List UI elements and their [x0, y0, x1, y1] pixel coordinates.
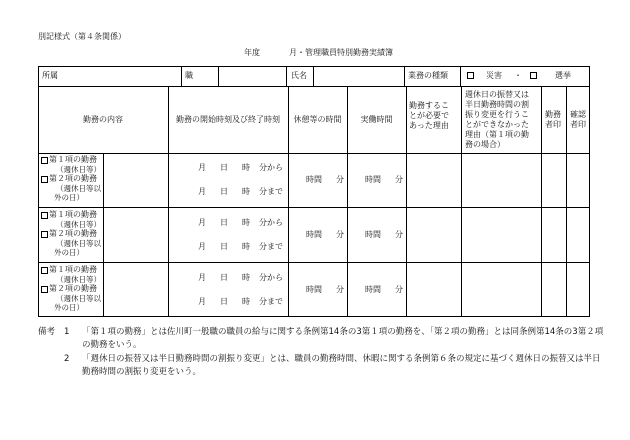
type2-sub1: （週休日等以 — [56, 239, 101, 248]
end-hour: 時 — [242, 187, 250, 196]
actual-minutes: 分 — [395, 230, 403, 239]
election-checkbox[interactable] — [530, 72, 537, 79]
start-month: 月 — [198, 273, 206, 282]
option-separator: ・ — [514, 71, 522, 80]
start-day: 日 — [220, 218, 228, 227]
type1-checkbox[interactable] — [41, 212, 48, 219]
rest-minutes: 分 — [336, 230, 344, 239]
start-month: 月 — [198, 218, 206, 227]
notes-label: 備考 — [38, 327, 56, 337]
end-minute: 分まで — [259, 297, 283, 306]
end-hour: 時 — [242, 242, 250, 251]
end-minute: 分まで — [259, 187, 283, 196]
end-minute: 分まで — [259, 242, 283, 251]
actual-hours: 時間 — [365, 285, 381, 294]
type2-sub2: 外の日） — [54, 248, 84, 257]
type2-label: 第２項の勤務 — [49, 229, 97, 238]
col-worker-seal: 勤務 者印 — [545, 110, 561, 129]
actual-hours: 時間 — [365, 230, 381, 239]
col-reason: 勤務するこ とが必要で あった理由 — [409, 101, 449, 130]
col-holiday-reason: 週休日の振替又は 半日勤務時間の割 振り変更を行うこ とができなかった 理由（第１項の勤 務の場合） — [465, 90, 529, 149]
actual-hours: 時間 — [365, 175, 381, 184]
start-hour: 時 — [242, 163, 250, 172]
end-day: 日 — [220, 242, 228, 251]
rest-hours: 時間 — [306, 230, 322, 239]
type2-label: 第２項の勤務 — [49, 284, 97, 293]
start-hour: 時 — [242, 273, 250, 282]
position-label: 職 — [185, 71, 193, 80]
type1-label: 第１項の勤務 — [49, 210, 97, 219]
disaster-option: 災害 — [486, 71, 502, 80]
actual-minutes: 分 — [395, 285, 403, 294]
name-label: 氏名 — [291, 71, 307, 80]
col-rest-time: 休憩等の時間 — [293, 115, 342, 124]
affiliation-label: 所属 — [42, 71, 58, 80]
start-minute: 分から — [259, 163, 283, 172]
actual-minutes: 分 — [395, 175, 403, 184]
start-minute: 分から — [259, 218, 283, 227]
end-day: 日 — [220, 187, 228, 196]
note-2-line2: 勤務時間の割振り変更をいう。 — [82, 367, 202, 377]
work-type-label: 業務の種類 — [408, 71, 448, 80]
election-option: 選挙 — [555, 71, 571, 80]
page-title: 月・管理職員特別勤務実績簿 — [289, 48, 393, 57]
end-hour: 時 — [242, 297, 250, 306]
note-1-number: 1 — [64, 327, 70, 337]
position-field[interactable] — [219, 67, 285, 85]
start-day: 日 — [220, 273, 228, 282]
rest-minutes: 分 — [336, 175, 344, 184]
note-2-number: 2 — [64, 354, 70, 364]
col-work-content: 勤務の内容 — [83, 115, 123, 124]
start-day: 日 — [220, 163, 228, 172]
type1-sub: （週休日等） — [56, 165, 101, 174]
type1-checkbox[interactable] — [41, 157, 48, 164]
disaster-checkbox[interactable] — [467, 72, 474, 79]
end-month: 月 — [198, 242, 206, 251]
form-label: 別記様式（第４条関係） — [38, 32, 126, 41]
start-month: 月 — [198, 163, 206, 172]
start-minute: 分から — [259, 273, 283, 282]
note-1-line1: 「第１項の勤務」とは佐川町一般職の職員の給与に関する条例第14条の3第１項の勤務を、「第２項の勤務」とは同条例第14条の3第２項 — [82, 327, 604, 337]
type2-checkbox[interactable] — [41, 286, 48, 293]
end-month: 月 — [198, 187, 206, 196]
rest-hours: 時間 — [306, 175, 322, 184]
note-1-line2: の勤務をいう。 — [82, 340, 142, 350]
type1-label: 第１項の勤務 — [49, 155, 97, 164]
col-actual-time: 実働時間 — [360, 115, 393, 124]
col-confirmer-seal: 確認 者印 — [570, 110, 586, 129]
start-hour: 時 — [242, 218, 250, 227]
type2-sub2: 外の日） — [54, 303, 84, 312]
col-start-end-time: 勤務の開始時刻及び終了時刻 — [176, 115, 280, 124]
name-field[interactable] — [314, 67, 403, 85]
rest-minutes: 分 — [336, 285, 344, 294]
type2-checkbox[interactable] — [41, 176, 48, 183]
end-month: 月 — [198, 297, 206, 306]
type1-checkbox[interactable] — [41, 267, 48, 274]
rest-hours: 時間 — [306, 285, 322, 294]
type1-sub: （週休日等） — [56, 220, 101, 229]
type2-checkbox[interactable] — [41, 231, 48, 238]
type2-sub2: 外の日） — [54, 193, 84, 202]
note-2-line1: 「週休日の振替又は半日勤務時間の割振り変更」とは、職員の勤務時間、休暇に関する条例第６条の規定に基づく週休日の振替又は半日 — [82, 354, 601, 364]
type1-label: 第１項の勤務 — [49, 265, 97, 274]
type2-sub1: （週休日等以 — [56, 294, 101, 303]
affiliation-field[interactable] — [67, 67, 179, 85]
type2-sub1: （週休日等以 — [56, 184, 101, 193]
end-day: 日 — [220, 297, 228, 306]
type1-sub: （週休日等） — [56, 275, 101, 284]
type2-label: 第２項の勤務 — [49, 174, 97, 183]
title-year: 年度 — [244, 48, 260, 57]
